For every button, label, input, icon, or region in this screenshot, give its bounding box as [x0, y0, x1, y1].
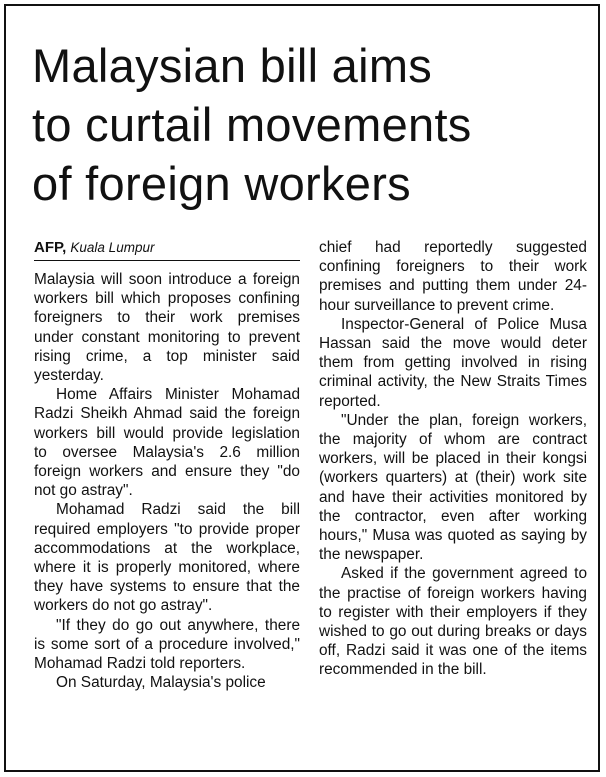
article-column-right: [319, 238, 587, 680]
headline-line: of foreign workers: [32, 157, 411, 210]
article-paragraph: Asked if the government agreed to the practise of foreign workers having to register with their employers if they wished to go out during breaks or days off, Radzi said it was one of the items recommended in the bill.: [319, 565, 587, 679]
article-paragraph: Malaysia will soon introduce a foreign workers bill which proposes confining foreigners to their work premises under constant monitoring to prevent rising crime, a top minister said yesterday.: [34, 271, 300, 385]
byline: [34, 238, 300, 261]
headline-line: Malaysian bill aims: [32, 39, 433, 92]
article-paragraph: "Under the plan, foreign workers, the majority of whom are contract workers, will be placed in their kongsi (workers quarters) at (their) work site and have their activities monitored by the contractor, even after working hours," Musa was quoted as saying by the newspaper.: [319, 411, 587, 564]
article-paragraph: Mohamad Radzi said the bill required employers "to provide proper accommodations at the workplace, where it is properly monitored, where they have systems to ensure that the workers do not go astray".: [34, 501, 300, 615]
headline-line: to curtail movements: [32, 98, 472, 151]
byline-agency: AFP,: [34, 239, 67, 256]
byline-location: Kuala Lumpur: [70, 240, 155, 255]
article-paragraph: On Saturday, Malaysia's police: [56, 674, 266, 692]
article-paragraph: Home Affairs Minister Mohamad Radzi Sheikh Ahmad said the foreign workers bill would provide legislation to oversee Malaysia's 2.6 million foreign workers and ensure they "do not go astray".: [34, 386, 300, 500]
newspaper-clipping: [4, 4, 600, 772]
article-paragraph-continued: chief had reportedly suggested confining foreigners to their work premises and putting them under 24-hour surveillance to prevent crime.: [319, 239, 587, 314]
article-column-left: [34, 238, 300, 692]
article-paragraph: Inspector-General of Police Musa Hassan said the move would deter them from getting involved in rising criminal activity, the New Straits Times reported.: [319, 315, 587, 410]
headline: [32, 36, 592, 213]
article-paragraph: "If they do go out anywhere, there is some sort of a procedure involved," Mohamad Radzi told reporters.: [34, 616, 300, 673]
